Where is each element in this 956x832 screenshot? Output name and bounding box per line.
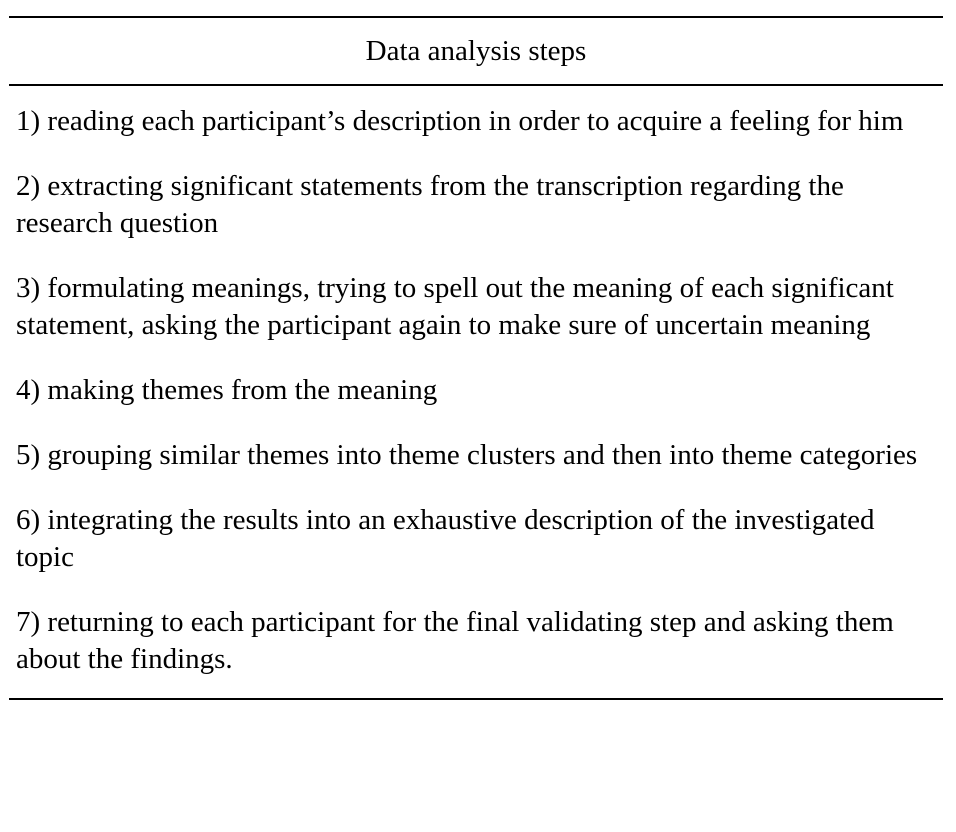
step-1: 1) reading each participant’s description in order to acquire a feeling for him xyxy=(16,105,904,137)
data-analysis-steps-table xyxy=(9,16,943,700)
step-6: 6) integrating the results into an exhaustive description of the investigated topic xyxy=(16,504,875,573)
step-3: 3) formulating meanings, trying to spell out the meaning of each significant statement, asking the participant again to make sure of uncertain meaning xyxy=(16,272,894,341)
step-7: 7) returning to each participant for the final validating step and asking them about the findings. xyxy=(16,606,894,675)
step-2: 2) extracting significant statements from the transcription regarding the research question xyxy=(16,170,844,239)
table-header: Data analysis steps xyxy=(365,34,587,67)
bottom-rule xyxy=(9,698,943,700)
step-5: 5) grouping similar themes into theme clusters and then into theme categories xyxy=(16,439,918,471)
table-body xyxy=(9,86,943,698)
step-4: 4) making themes from the meaning xyxy=(16,374,438,406)
